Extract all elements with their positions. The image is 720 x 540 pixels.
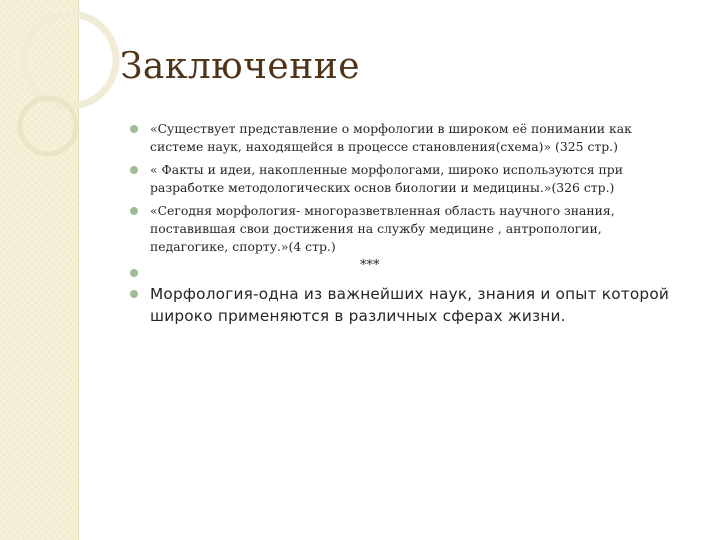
bullet-dot-icon (130, 125, 138, 133)
bullet-item (130, 120, 670, 156)
bullet-text: «Сегодня морфология- многоразветвленная область научного знания, поставившая свои достижения на службу медицине , антропологии, педагогике, спорту.»(4 стр.) (150, 203, 615, 254)
bullet-dot-icon (130, 269, 138, 277)
bullet-item-separator (130, 258, 670, 281)
bullet-item (130, 161, 670, 197)
bullet-item (130, 202, 670, 256)
decorative-rings (0, 0, 140, 220)
bullet-text: « Факты и идеи, накопленные морфологами, широко используются при разработке методологических основ биологии и медицины.»(326 стр.) (150, 162, 623, 195)
decorative-ring-small (20, 98, 76, 154)
bullet-text: Морфология-одна из важнейших наук, знания и опыт которой широко применяются в различных сферах жизни. (150, 285, 670, 325)
bullet-dot-icon (130, 166, 138, 174)
separator-stars: *** (360, 258, 380, 273)
bullet-dot-icon (130, 290, 138, 298)
bullet-item-conclusion (130, 283, 670, 327)
slide-title: Заключение (120, 46, 361, 87)
decorative-ring-large (24, 14, 116, 106)
bullet-text: «Существует представление о морфологии в широком её понимании как системе наук, находящейся в процессе становления(схема)» (325 стр.) (150, 121, 632, 154)
bullet-list (130, 120, 670, 327)
bullet-dot-icon (130, 207, 138, 215)
